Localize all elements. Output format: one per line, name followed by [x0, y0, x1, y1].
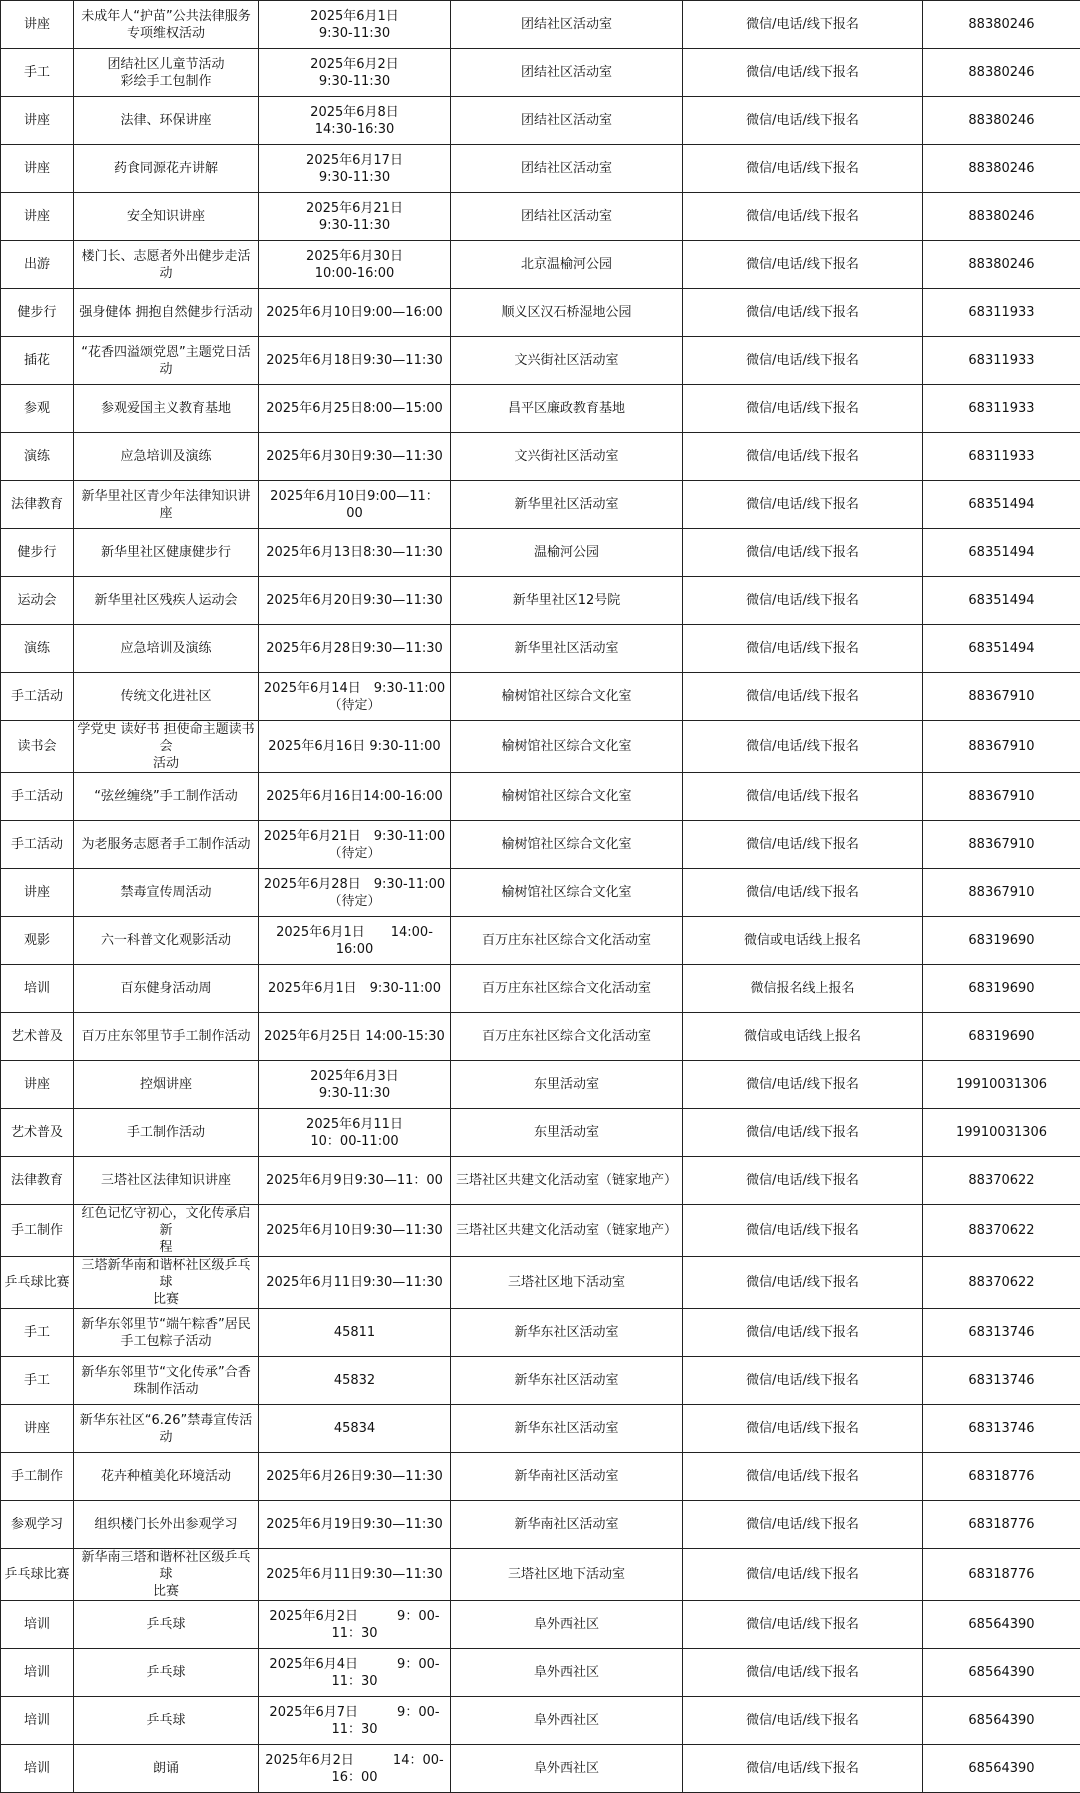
activity-place-cell: 东里活动室 [451, 1061, 683, 1109]
activity-time-cell: 45811 [259, 1309, 451, 1357]
signup-method-cell: 微信/电话/线下报名 [683, 49, 923, 97]
activity-type-cell: 手工 [1, 49, 74, 97]
activity-type-cell: 乒乓球比赛 [1, 1549, 74, 1601]
activity-time-cell: 2025年6月20日9:30—11:30 [259, 577, 451, 625]
activity-time-cell: 2025年6月4日 9：00- 11：30 [259, 1649, 451, 1697]
activity-name-cell: 药食同源花卉讲解 [74, 145, 259, 193]
activity-type-cell: 讲座 [1, 97, 74, 145]
activity-type-cell: 健步行 [1, 289, 74, 337]
activity-type-cell: 艺术普及 [1, 1013, 74, 1061]
signup-method-cell: 微信/电话/线下报名 [683, 1257, 923, 1309]
activity-type-cell: 培训 [1, 965, 74, 1013]
contact-phone-cell: 68319690 [923, 1013, 1080, 1061]
activity-type-cell: 参观学习 [1, 1501, 74, 1549]
signup-method-cell: 微信/电话/线下报名 [683, 1745, 923, 1793]
activity-place-cell: 榆树馆社区综合文化室 [451, 721, 683, 773]
activity-type-cell: 讲座 [1, 1, 74, 49]
activity-time-cell: 2025年6月2日 9：00- 11：30 [259, 1601, 451, 1649]
contact-phone-cell: 68311933 [923, 289, 1080, 337]
activity-name-cell: 乒乓球 [74, 1697, 259, 1745]
activity-type-cell: 讲座 [1, 1405, 74, 1453]
contact-phone-cell: 68319690 [923, 917, 1080, 965]
contact-phone-cell: 88367910 [923, 869, 1080, 917]
activity-type-cell: 出游 [1, 241, 74, 289]
contact-phone-cell: 88380246 [923, 193, 1080, 241]
activity-name-cell: 新华里社区健康健步行 [74, 529, 259, 577]
table-row [1, 1, 1080, 49]
activity-name-cell: 未成年人“护苗”公共法律服务 专项维权活动 [74, 1, 259, 49]
signup-method-cell: 微信/电话/线下报名 [683, 1357, 923, 1405]
activity-type-cell: 培训 [1, 1697, 74, 1745]
contact-phone-cell: 68313746 [923, 1405, 1080, 1453]
table-row [1, 917, 1080, 965]
activity-time-cell: 2025年6月10日9:00—11：00 [259, 481, 451, 529]
activity-type-cell: 手工 [1, 1357, 74, 1405]
activity-type-cell: 讲座 [1, 1061, 74, 1109]
activity-name-cell: 红色记忆守初心，文化传承启新 程 [74, 1205, 259, 1257]
contact-phone-cell: 88367910 [923, 721, 1080, 773]
contact-phone-cell: 68564390 [923, 1649, 1080, 1697]
activity-name-cell: “花香四溢颂党恩”主题党日活 动 [74, 337, 259, 385]
signup-method-cell: 微信/电话/线下报名 [683, 241, 923, 289]
activity-type-cell: 运动会 [1, 577, 74, 625]
contact-phone-cell: 88370622 [923, 1257, 1080, 1309]
signup-method-cell: 微信/电话/线下报名 [683, 577, 923, 625]
activity-place-cell: 北京温榆河公园 [451, 241, 683, 289]
activity-place-cell: 文兴街社区活动室 [451, 337, 683, 385]
table-row [1, 1649, 1080, 1697]
activity-time-cell: 2025年6月13日8:30—11:30 [259, 529, 451, 577]
activity-time-cell: 2025年6月17日 9:30-11:30 [259, 145, 451, 193]
activity-type-cell: 手工活动 [1, 673, 74, 721]
activity-name-cell: 楼门长、志愿者外出健步走活动 [74, 241, 259, 289]
activity-time-cell: 2025年6月28日 9:30-11:00 （待定） [259, 869, 451, 917]
activity-place-cell: 阜外西社区 [451, 1601, 683, 1649]
activity-time-cell: 2025年6月1日 9:30-11:30 [259, 1, 451, 49]
contact-phone-cell: 68564390 [923, 1601, 1080, 1649]
signup-method-cell: 微信/电话/线下报名 [683, 1649, 923, 1697]
table-row [1, 193, 1080, 241]
activity-type-cell: 演练 [1, 625, 74, 673]
signup-method-cell: 微信/电话/线下报名 [683, 97, 923, 145]
table-row [1, 773, 1080, 821]
table-row [1, 385, 1080, 433]
activity-place-cell: 新华里社区活动室 [451, 481, 683, 529]
activity-name-cell: 禁毒宣传周活动 [74, 869, 259, 917]
activity-time-cell: 45832 [259, 1357, 451, 1405]
signup-method-cell: 微信/电话/线下报名 [683, 385, 923, 433]
activity-name-cell: 新华里社区残疾人运动会 [74, 577, 259, 625]
activity-type-cell: 法律教育 [1, 1157, 74, 1205]
activity-name-cell: 法律、环保讲座 [74, 97, 259, 145]
activity-name-cell: 六一科普文化观影活动 [74, 917, 259, 965]
activity-name-cell: 朗诵 [74, 1745, 259, 1793]
signup-method-cell: 微信/电话/线下报名 [683, 625, 923, 673]
activity-place-cell: 新华东社区活动室 [451, 1357, 683, 1405]
activity-table-body [1, 1, 1080, 1793]
table-row [1, 145, 1080, 193]
activity-time-cell: 2025年6月11日9:30—11:30 [259, 1257, 451, 1309]
activity-type-cell: 观影 [1, 917, 74, 965]
activity-type-cell: 手工制作 [1, 1205, 74, 1257]
activity-type-cell: 乒乓球比赛 [1, 1257, 74, 1309]
activity-place-cell: 百万庄东社区综合文化活动室 [451, 917, 683, 965]
activity-place-cell: 团结社区活动室 [451, 193, 683, 241]
activity-name-cell: 安全知识讲座 [74, 193, 259, 241]
table-row [1, 1745, 1080, 1793]
contact-phone-cell: 88370622 [923, 1157, 1080, 1205]
activity-place-cell: 榆树馆社区综合文化室 [451, 821, 683, 869]
activity-name-cell: 为老服务志愿者手工制作活动 [74, 821, 259, 869]
activity-time-cell: 2025年6月11日 10：00-11:00 [259, 1109, 451, 1157]
contact-phone-cell: 88380246 [923, 49, 1080, 97]
activity-name-cell: 新华东邻里节“端午粽香”居民 手工包粽子活动 [74, 1309, 259, 1357]
contact-phone-cell: 88380246 [923, 1, 1080, 49]
activity-time-cell: 2025年6月19日9:30—11:30 [259, 1501, 451, 1549]
signup-method-cell: 微信/电话/线下报名 [683, 145, 923, 193]
table-row [1, 1549, 1080, 1601]
table-row [1, 1697, 1080, 1745]
contact-phone-cell: 68564390 [923, 1745, 1080, 1793]
activity-time-cell: 2025年6月28日9:30—11:30 [259, 625, 451, 673]
table-row [1, 1013, 1080, 1061]
contact-phone-cell: 88367910 [923, 821, 1080, 869]
activity-type-cell: 培训 [1, 1745, 74, 1793]
activity-time-cell: 2025年6月25日 14:00-15:30 [259, 1013, 451, 1061]
activity-place-cell: 阜外西社区 [451, 1745, 683, 1793]
activity-name-cell: 百东健身活动周 [74, 965, 259, 1013]
activity-place-cell: 新华里社区活动室 [451, 625, 683, 673]
activity-time-cell: 2025年6月21日 9:30-11:00 （待定） [259, 821, 451, 869]
table-row [1, 965, 1080, 1013]
signup-method-cell: 微信/电话/线下报名 [683, 1405, 923, 1453]
table-row [1, 1061, 1080, 1109]
activity-name-cell: 参观爱国主义教育基地 [74, 385, 259, 433]
activity-time-cell: 2025年6月25日8:00—15:00 [259, 385, 451, 433]
signup-method-cell: 微信/电话/线下报名 [683, 1453, 923, 1501]
signup-method-cell: 微信/电话/线下报名 [683, 193, 923, 241]
activity-place-cell: 榆树馆社区综合文化室 [451, 869, 683, 917]
activity-time-cell: 2025年6月26日9:30—11:30 [259, 1453, 451, 1501]
activity-time-cell: 45834 [259, 1405, 451, 1453]
activity-name-cell: 百万庄东邻里节手工制作活动 [74, 1013, 259, 1061]
activity-time-cell: 2025年6月30日9:30—11:30 [259, 433, 451, 481]
activity-name-cell: 应急培训及演练 [74, 625, 259, 673]
table-row [1, 1357, 1080, 1405]
activity-name-cell: 传统文化进社区 [74, 673, 259, 721]
activity-time-cell: 2025年6月21日 9:30-11:30 [259, 193, 451, 241]
activity-place-cell: 阜外西社区 [451, 1697, 683, 1745]
activity-place-cell: 顺义区汉石桥湿地公园 [451, 289, 683, 337]
activity-name-cell: 应急培训及演练 [74, 433, 259, 481]
activity-place-cell: 文兴街社区活动室 [451, 433, 683, 481]
activity-place-cell: 东里活动室 [451, 1109, 683, 1157]
activity-type-cell: 讲座 [1, 145, 74, 193]
activity-type-cell: 读书会 [1, 721, 74, 773]
table-row [1, 1109, 1080, 1157]
signup-method-cell: 微信/电话/线下报名 [683, 433, 923, 481]
activity-type-cell: 培训 [1, 1601, 74, 1649]
activity-place-cell: 阜外西社区 [451, 1649, 683, 1697]
table-row [1, 1205, 1080, 1257]
activity-type-cell: 手工活动 [1, 821, 74, 869]
signup-method-cell: 微信/电话/线下报名 [683, 869, 923, 917]
activity-place-cell: 昌平区廉政教育基地 [451, 385, 683, 433]
contact-phone-cell: 88380246 [923, 145, 1080, 193]
activity-place-cell: 团结社区活动室 [451, 49, 683, 97]
activity-time-cell: 2025年6月1日 9:30-11:00 [259, 965, 451, 1013]
activity-place-cell: 三塔社区共建文化活动室（链家地产） [451, 1205, 683, 1257]
activity-name-cell: 乒乓球 [74, 1601, 259, 1649]
signup-method-cell: 微信/电话/线下报名 [683, 1, 923, 49]
contact-phone-cell: 68351494 [923, 529, 1080, 577]
activity-place-cell: 新华南社区活动室 [451, 1501, 683, 1549]
contact-phone-cell: 68351494 [923, 481, 1080, 529]
signup-method-cell: 微信/电话/线下报名 [683, 721, 923, 773]
activity-name-cell: “弦丝缠绕”手工制作活动 [74, 773, 259, 821]
activity-name-cell: 乒乓球 [74, 1649, 259, 1697]
activity-time-cell: 2025年6月2日 14：00- 16：00 [259, 1745, 451, 1793]
activity-name-cell: 手工制作活动 [74, 1109, 259, 1157]
activity-place-cell: 温榆河公园 [451, 529, 683, 577]
activity-name-cell: 新华东邻里节“文化传承”合香 珠制作活动 [74, 1357, 259, 1405]
table-row [1, 481, 1080, 529]
activity-time-cell: 2025年6月7日 9：00- 11：30 [259, 1697, 451, 1745]
table-row [1, 433, 1080, 481]
table-row [1, 673, 1080, 721]
table-row [1, 1453, 1080, 1501]
contact-phone-cell: 19910031306 [923, 1061, 1080, 1109]
activity-name-cell: 新华南三塔和谐杯社区级乒乓球 比赛 [74, 1549, 259, 1601]
signup-method-cell: 微信/电话/线下报名 [683, 529, 923, 577]
activity-place-cell: 榆树馆社区综合文化室 [451, 673, 683, 721]
activity-place-cell: 新华东社区活动室 [451, 1309, 683, 1357]
contact-phone-cell: 88370622 [923, 1205, 1080, 1257]
activity-name-cell: 控烟讲座 [74, 1061, 259, 1109]
activity-time-cell: 2025年6月10日9:30—11:30 [259, 1205, 451, 1257]
contact-phone-cell: 68311933 [923, 433, 1080, 481]
activity-time-cell: 2025年6月1日 14:00-16:00 [259, 917, 451, 965]
signup-method-cell: 微信/电话/线下报名 [683, 337, 923, 385]
contact-phone-cell: 68318776 [923, 1549, 1080, 1601]
activity-name-cell: 新华东社区“6.26”禁毒宣传活 动 [74, 1405, 259, 1453]
activity-time-cell: 2025年6月16日 9:30-11:00 [259, 721, 451, 773]
table-row [1, 869, 1080, 917]
signup-method-cell: 微信/电话/线下报名 [683, 1501, 923, 1549]
activity-time-cell: 2025年6月14日 9:30-11:00 （待定） [259, 673, 451, 721]
activity-name-cell: 组织楼门长外出参观学习 [74, 1501, 259, 1549]
activity-type-cell: 讲座 [1, 193, 74, 241]
contact-phone-cell: 68313746 [923, 1357, 1080, 1405]
signup-method-cell: 微信报名线上报名 [683, 965, 923, 1013]
signup-method-cell: 微信/电话/线下报名 [683, 481, 923, 529]
contact-phone-cell: 68313746 [923, 1309, 1080, 1357]
table-row [1, 1309, 1080, 1357]
signup-method-cell: 微信/电话/线下报名 [683, 1205, 923, 1257]
signup-method-cell: 微信或电话线上报名 [683, 1013, 923, 1061]
activity-name-cell: 花卉种植美化环境活动 [74, 1453, 259, 1501]
activity-place-cell: 新华里社区12号院 [451, 577, 683, 625]
signup-method-cell: 微信或电话线上报名 [683, 917, 923, 965]
activity-place-cell: 三塔社区地下活动室 [451, 1257, 683, 1309]
activity-place-cell: 团结社区活动室 [451, 1, 683, 49]
contact-phone-cell: 88367910 [923, 773, 1080, 821]
signup-method-cell: 微信/电话/线下报名 [683, 1109, 923, 1157]
contact-phone-cell: 88380246 [923, 97, 1080, 145]
activity-time-cell: 2025年6月11日9:30—11:30 [259, 1549, 451, 1601]
activity-time-cell: 2025年6月10日9:00—16:00 [259, 289, 451, 337]
activity-name-cell: 学党史 读好书 担使命主题读书会 活动 [74, 721, 259, 773]
activity-place-cell: 新华东社区活动室 [451, 1405, 683, 1453]
contact-phone-cell: 68318776 [923, 1501, 1080, 1549]
contact-phone-cell: 88367910 [923, 673, 1080, 721]
signup-method-cell: 微信/电话/线下报名 [683, 1697, 923, 1745]
signup-method-cell: 微信/电话/线下报名 [683, 1061, 923, 1109]
table-row [1, 1601, 1080, 1649]
signup-method-cell: 微信/电话/线下报名 [683, 1309, 923, 1357]
contact-phone-cell: 88380246 [923, 241, 1080, 289]
activity-name-cell: 强身健体 拥抱自然健步行活动 [74, 289, 259, 337]
table-row [1, 821, 1080, 869]
activity-type-cell: 参观 [1, 385, 74, 433]
table-row [1, 625, 1080, 673]
activity-time-cell: 2025年6月3日 9:30-11:30 [259, 1061, 451, 1109]
activity-place-cell: 三塔社区地下活动室 [451, 1549, 683, 1601]
table-row [1, 241, 1080, 289]
table-row [1, 97, 1080, 145]
activity-type-cell: 艺术普及 [1, 1109, 74, 1157]
activity-name-cell: 三塔新华南和谐杯社区级乒乓球 比赛 [74, 1257, 259, 1309]
activity-type-cell: 手工 [1, 1309, 74, 1357]
table-row [1, 289, 1080, 337]
activity-time-cell: 2025年6月8日 14:30-16:30 [259, 97, 451, 145]
activity-time-cell: 2025年6月18日9:30—11:30 [259, 337, 451, 385]
activity-name-cell: 新华里社区青少年法律知识讲座 [74, 481, 259, 529]
activity-place-cell: 团结社区活动室 [451, 145, 683, 193]
activity-type-cell: 插花 [1, 337, 74, 385]
activity-place-cell: 榆树馆社区综合文化室 [451, 773, 683, 821]
table-row [1, 529, 1080, 577]
activity-place-cell: 新华南社区活动室 [451, 1453, 683, 1501]
signup-method-cell: 微信/电话/线下报名 [683, 773, 923, 821]
activity-type-cell: 演练 [1, 433, 74, 481]
signup-method-cell: 微信/电话/线下报名 [683, 1157, 923, 1205]
activity-place-cell: 百万庄东社区综合文化活动室 [451, 1013, 683, 1061]
activity-time-cell: 2025年6月9日9:30—11：00 [259, 1157, 451, 1205]
table-row [1, 577, 1080, 625]
activity-time-cell: 2025年6月2日 9:30-11:30 [259, 49, 451, 97]
table-row [1, 1157, 1080, 1205]
activity-type-cell: 手工制作 [1, 1453, 74, 1501]
table-row [1, 1257, 1080, 1309]
contact-phone-cell: 68351494 [923, 577, 1080, 625]
table-row [1, 1501, 1080, 1549]
activity-time-cell: 2025年6月30日 10:00-16:00 [259, 241, 451, 289]
contact-phone-cell: 68351494 [923, 625, 1080, 673]
signup-method-cell: 微信/电话/线下报名 [683, 821, 923, 869]
activity-place-cell: 团结社区活动室 [451, 97, 683, 145]
activity-type-cell: 培训 [1, 1649, 74, 1697]
signup-method-cell: 微信/电话/线下报名 [683, 1601, 923, 1649]
table-row [1, 1405, 1080, 1453]
table-row [1, 721, 1080, 773]
activity-time-cell: 2025年6月16日14:00-16:00 [259, 773, 451, 821]
activity-name-cell: 三塔社区法律知识讲座 [74, 1157, 259, 1205]
activity-type-cell: 法律教育 [1, 481, 74, 529]
table-row [1, 337, 1080, 385]
activity-type-cell: 讲座 [1, 869, 74, 917]
signup-method-cell: 微信/电话/线下报名 [683, 289, 923, 337]
contact-phone-cell: 68319690 [923, 965, 1080, 1013]
contact-phone-cell: 68311933 [923, 385, 1080, 433]
signup-method-cell: 微信/电话/线下报名 [683, 1549, 923, 1601]
activity-place-cell: 三塔社区共建文化活动室（链家地产） [451, 1157, 683, 1205]
activity-name-cell: 团结社区儿童节活动 彩绘手工包制作 [74, 49, 259, 97]
contact-phone-cell: 19910031306 [923, 1109, 1080, 1157]
table-row [1, 49, 1080, 97]
contact-phone-cell: 68311933 [923, 337, 1080, 385]
contact-phone-cell: 68318776 [923, 1453, 1080, 1501]
activity-place-cell: 百万庄东社区综合文化活动室 [451, 965, 683, 1013]
signup-method-cell: 微信/电话/线下报名 [683, 673, 923, 721]
activity-type-cell: 手工活动 [1, 773, 74, 821]
contact-phone-cell: 68564390 [923, 1697, 1080, 1745]
activity-type-cell: 健步行 [1, 529, 74, 577]
